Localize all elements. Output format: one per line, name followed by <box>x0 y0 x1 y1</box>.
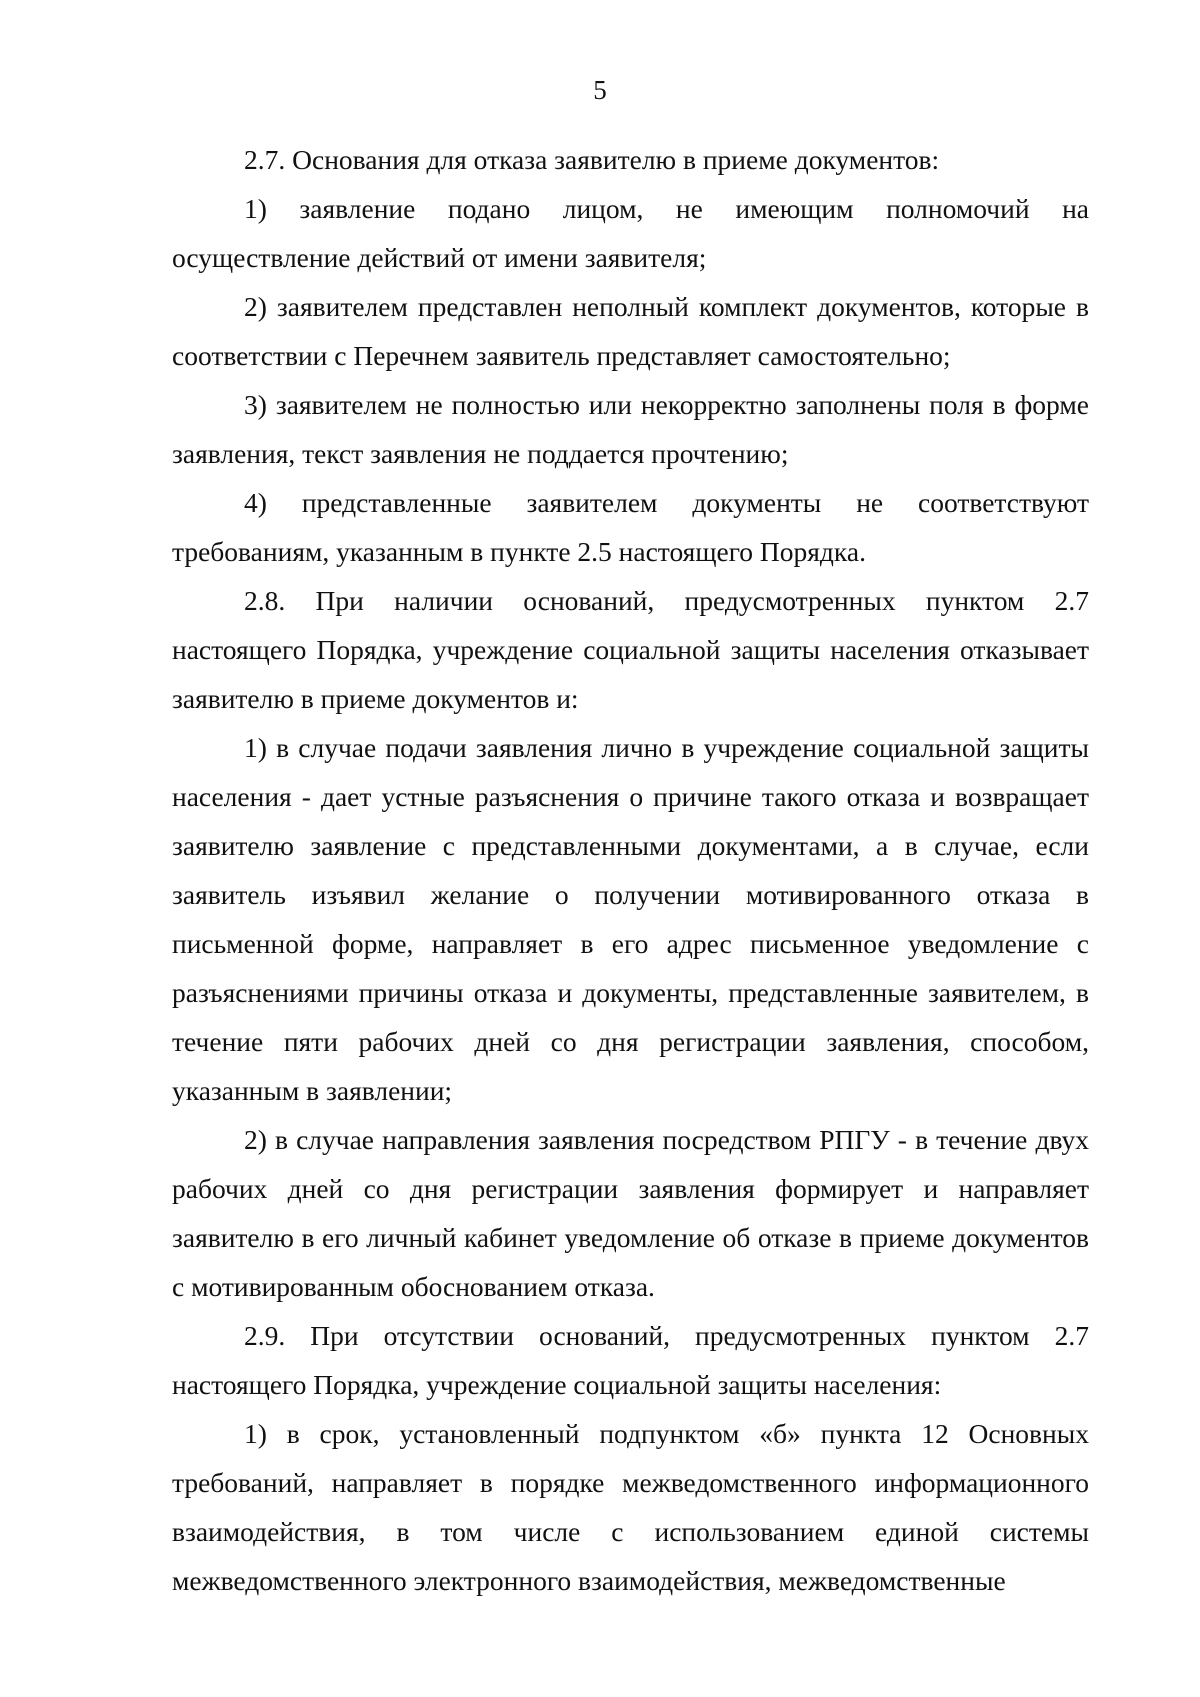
paragraph-2-8-item-1: 1) в случае подачи заявления лично в учреждение социальной защиты населения - дает устные разъяснения о причине такого отказа и возвращает заявителю заявление с представленными документами, а в случае, если заявитель изъявил желание о получении мотивированного отказа в письменной форме, направляет в его адрес письменное уведомление с разъяснениями причины отказа и документы, представленные заявителем, в течение пяти рабочих дней со дня регистрации заявления, способом, указанным в заявлении; <box>172 732 1089 1106</box>
paragraph-2-7-heading: 2.7. Основания для отказа заявителю в приеме документов: <box>244 144 940 175</box>
document-body <box>172 135 1089 1605</box>
paragraph-2-7-item-2: 2) заявителем представлен неполный комплект документов, которые в соответствии с Перечнем заявитель представляет самостоятельно; <box>172 291 1089 371</box>
paragraph-2-8-heading: 2.8. При наличии оснований, предусмотренных пунктом 2.7 настоящего Порядка, учреждение социальной защиты населения отказывает заявителю в приеме документов и: <box>172 585 1089 714</box>
paragraph-2-7-item-3: 3) заявителем не полностью или некорректно заполнены поля в форме заявления, текст заявления не поддается прочтению; <box>172 389 1089 469</box>
paragraph-2-7-item-1: 1) заявление подано лицом, не имеющим полномочий на осуществление действий от имени заявителя; <box>172 193 1089 273</box>
paragraph-2-8-item-2: 2) в случае направления заявления посредством РПГУ - в течение двух рабочих дней со дня регистрации заявления формирует и направляет заявителю в его личный кабинет уведомление об отказе в приеме документов с мотивированным обоснованием отказа. <box>172 1124 1089 1302</box>
paragraph-2-7-item-4: 4) представленные заявителем документы не соответствуют требованиям, указанным в пункте 2.5 настоящего Порядка. <box>172 487 1089 567</box>
page-number: 5 <box>593 75 607 105</box>
paragraph-2-9-item-1: 1) в срок, установленный подпунктом «б» пункта 12 Основных требований, направляет в порядке межведомственного информационного взаимодействия, в том числе с использованием единой системы межведомственного электронного взаимодействия, межведомственные <box>172 1418 1089 1596</box>
paragraph-2-9-heading: 2.9. При отсутствии оснований, предусмотренных пунктом 2.7 настоящего Порядка, учреждение социальной защиты населения: <box>172 1320 1089 1400</box>
